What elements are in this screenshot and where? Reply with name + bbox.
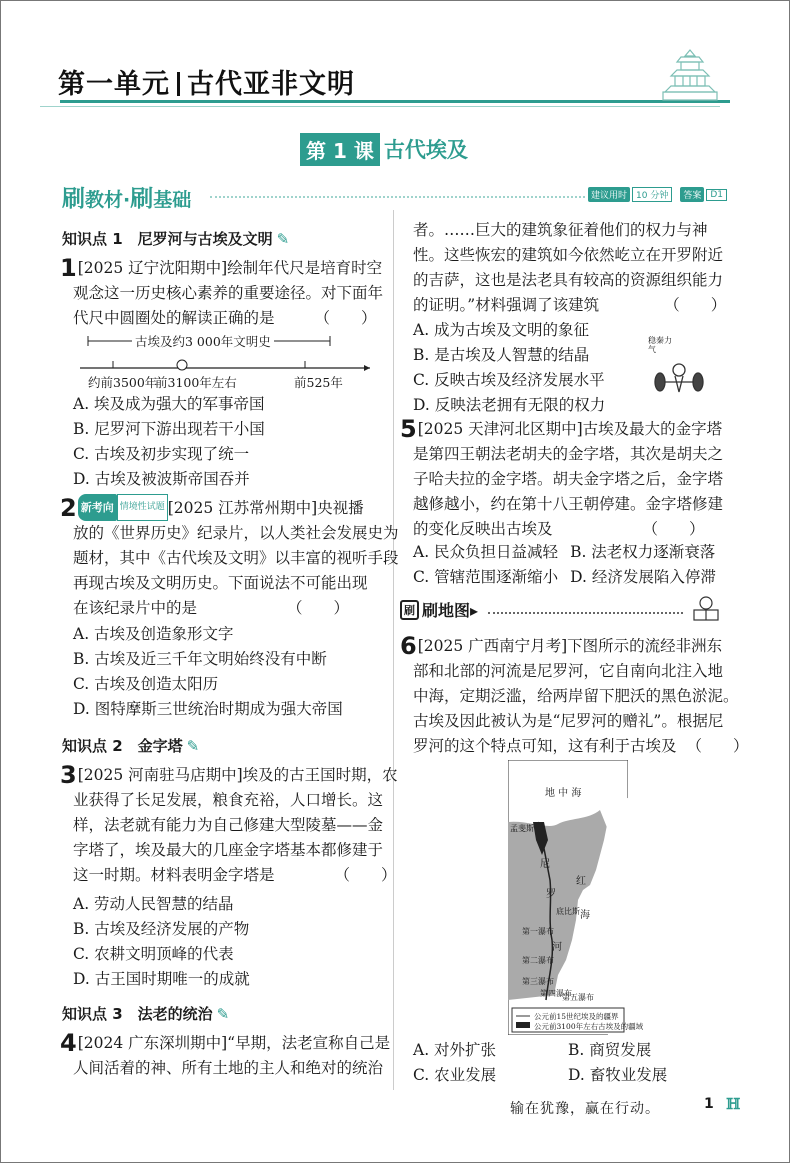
q1-options bbox=[73, 392, 265, 492]
question-number: 3 bbox=[60, 761, 77, 789]
option-b[interactable]: B. 商贸发展 bbox=[568, 1041, 652, 1059]
dotted-divider bbox=[210, 196, 585, 198]
timeline-title: 古埃及约3 000年文明史 bbox=[132, 332, 274, 350]
answer-blank[interactable]: （ ） bbox=[334, 866, 397, 884]
map-label-nile-3: 河 bbox=[552, 942, 562, 953]
option-a[interactable]: A. 古埃及创造象形文字 bbox=[73, 625, 234, 643]
map-legend-1: 公元前15世纪埃及的疆界 bbox=[534, 1012, 619, 1021]
q6-options bbox=[413, 1038, 667, 1088]
map-label-cataract-1: 第一瀑布 bbox=[522, 927, 554, 936]
map-section-icon: 刷 bbox=[400, 600, 419, 620]
option-d[interactable]: D. 反映法老拥有无限的权力 bbox=[413, 396, 606, 414]
footer-motto: 输在犹豫，赢在行动。 bbox=[510, 1101, 660, 1117]
option-c[interactable]: C. 古埃及创造太阳历 bbox=[73, 675, 219, 693]
option-d[interactable]: D. 古王国时期唯一的成就 bbox=[73, 970, 250, 988]
time-badge bbox=[588, 187, 727, 202]
question-5: 5[2025 天津河北区期中]古埃及最大的金字塔 是第四王朝法老胡夫的金字塔，其次是胡夫之 子哈夫拉的金字塔。胡夫金字塔之后，金字塔 越修越小，约在第十八王朝停建。金字塔修建 的变化反映出古埃及 （ ） bbox=[400, 417, 730, 542]
option-d[interactable]: D. 经济发展陷入停滞 bbox=[570, 568, 716, 586]
knowledge-point-3: 知识点 3 法老的统治 ✎ bbox=[62, 1004, 230, 1023]
book-logo-icon: ℍ bbox=[726, 1095, 741, 1113]
answer-label: 答案 bbox=[680, 187, 704, 202]
map-label-cataract-2: 第二瀑布 bbox=[522, 956, 554, 965]
map-label-cataract-5: 第五瀑布 bbox=[562, 993, 594, 1002]
answer-blank[interactable]: （ ） bbox=[686, 737, 749, 755]
question-1: 1[2025 辽宁沈阳期中]绘制年代尺是培育时空 观念这一历史核心素养的重要途径。对下面年 代尺中圆圈处的解读正确的是 （ ） bbox=[60, 256, 390, 331]
title-divider bbox=[177, 72, 180, 96]
answer-blank[interactable]: （ ） bbox=[314, 309, 377, 327]
map-label-cataract-4: 第四瀑布 bbox=[540, 989, 572, 998]
pen-check-icon: ✎ bbox=[186, 736, 200, 755]
option-b[interactable]: B. 法老权力逐渐衰落 bbox=[570, 543, 716, 561]
option-a[interactable]: A. 对外扩张 bbox=[413, 1041, 497, 1059]
option-b[interactable]: B. 古埃及经济发展的产物 bbox=[73, 920, 250, 938]
temple-illustration-icon bbox=[655, 46, 725, 104]
time-label: 建议用时 bbox=[588, 187, 630, 202]
q4-options bbox=[413, 318, 605, 418]
q2-options bbox=[73, 622, 343, 722]
question-6: 6[2025 广西南宁月考]下图所示的流经非洲东 部和北部的河流是尼罗河，它自南向北注入地 中海，定期泛滥，给两岸留下肥沃的黑色淤泥。 古埃及因此被认为是“尼罗河的赠礼”。根据尼 罗河的这个特点可知，这有利于古埃及 （ ） bbox=[400, 634, 730, 759]
answer-blank[interactable]: （ ） bbox=[287, 599, 350, 617]
answer-blank[interactable]: （ ） bbox=[642, 520, 705, 538]
option-c[interactable]: C. 反映古埃及经济发展水平 bbox=[413, 371, 605, 389]
column-divider bbox=[393, 210, 394, 1090]
unit-number: 第一单元 bbox=[58, 69, 170, 100]
option-a[interactable]: A. 劳动人民智慧的结晶 bbox=[73, 895, 234, 913]
question-number: 5 bbox=[400, 415, 417, 443]
option-c[interactable]: C. 管辖范围逐渐缩小 bbox=[413, 568, 559, 586]
pen-check-icon: ✎ bbox=[276, 229, 290, 248]
header-rule-thin bbox=[40, 106, 720, 107]
answer-page: D1 bbox=[706, 189, 727, 201]
question-number: 2 bbox=[60, 494, 77, 522]
timeline-label-start: 约前3500年 bbox=[88, 375, 158, 390]
map-label-red-sea: 海 bbox=[580, 910, 590, 921]
reading-cartoon-icon bbox=[688, 594, 724, 624]
page-number: 1 bbox=[704, 1096, 714, 1112]
question-number: 6 bbox=[400, 632, 417, 660]
map-label-thebes: 底比斯 bbox=[556, 907, 580, 916]
option-c[interactable]: C. 古埃及初步实现了统一 bbox=[73, 445, 250, 463]
option-d[interactable]: D. 畜牧业发展 bbox=[568, 1066, 668, 1084]
map-label-nile-2: 罗 bbox=[546, 889, 556, 900]
question-number: 4 bbox=[60, 1029, 77, 1057]
option-b[interactable]: B. 古埃及近三千年文明始终没有中断 bbox=[73, 650, 327, 668]
question-4: 4[2024 广东深圳期中]“早期，法老宣称自己是 人间活着的神、所有土地的主人和绝对的统治 bbox=[60, 1029, 391, 1077]
question-number: 1 bbox=[60, 254, 77, 282]
weightlifter-caption: 稳秦力气 bbox=[648, 336, 672, 354]
question-3: 3[2025 河南驻马店期中]埃及的古王国时期，农 业获得了长足发展，粮食充裕，人口增长。这 样，法老就有能力为自己修建大型陵墓——金 字塔了，埃及最大的几座金字塔基本都修建于 这一时期。材料表明金字塔是 （ ） bbox=[60, 763, 390, 888]
knowledge-point-1: 知识点 1 尼罗河与古埃及文明 ✎ bbox=[62, 229, 290, 248]
map-legend-2: 公元前3100年左右古埃及的疆域 bbox=[534, 1022, 644, 1031]
lesson-name: 古代埃及 bbox=[383, 138, 468, 162]
option-b[interactable]: B. 尼罗河下游出现若干小国 bbox=[73, 420, 265, 438]
option-c[interactable]: C. 农业发展 bbox=[413, 1066, 497, 1084]
map-label-cataract-3: 第三瀑布 bbox=[522, 977, 554, 986]
map-label-red: 红 bbox=[576, 876, 586, 887]
section-heading: 刷教材·刷基础 bbox=[62, 186, 192, 212]
lesson-title bbox=[300, 134, 468, 164]
option-a[interactable]: A. 成为古埃及文明的象征 bbox=[413, 321, 590, 339]
lesson-number: 第 1 课 bbox=[300, 133, 380, 166]
option-b[interactable]: B. 是古埃及人智慧的结晶 bbox=[413, 346, 590, 364]
answer-blank[interactable]: （ ） bbox=[664, 296, 727, 314]
unit-title bbox=[58, 62, 355, 101]
option-a[interactable]: A. 民众负担日益减轻 bbox=[413, 543, 559, 561]
timeline-label-end: 前525年 bbox=[294, 375, 343, 390]
unit-name: 古代亚非文明 bbox=[187, 69, 355, 100]
map-label-nile-1: 尼 bbox=[540, 859, 550, 870]
header-rule bbox=[60, 100, 730, 103]
new-trend-badge: 新考向 情境性试题 bbox=[78, 494, 168, 521]
map-section-heading: 刷 刷地图▸ bbox=[400, 598, 478, 621]
time-value: 10 分钟 bbox=[632, 187, 672, 202]
map-label-sea: 地 中 海 bbox=[545, 788, 582, 799]
dotted-divider bbox=[488, 612, 683, 614]
map-label-memphis: 孟斐斯 bbox=[510, 824, 534, 833]
knowledge-point-2: 知识点 2 金字塔 ✎ bbox=[62, 736, 200, 755]
pen-check-icon: ✎ bbox=[216, 1004, 230, 1023]
option-d[interactable]: D. 图特摩斯三世统治时期成为强大帝国 bbox=[73, 700, 343, 718]
question-2: 2 新考向 情境性试题 [2025 江苏常州期中]央视播 放的《世界历史》纪录片，以人类社会发展史为 题材，其中《古代埃及文明》以丰富的视听手段 再现古埃及文明历史。下面说法不可能出现 在该纪录片中的是 （ ） bbox=[60, 494, 390, 621]
question-4-continued: 者。……巨大的建筑象征着他们的权力与神 性。这些恢宏的建筑如今依然屹立在开罗附近 的吉萨，这也是法老具有较高的资源组织能力 的证明。”材料强调了该建筑 （ ） bbox=[413, 218, 733, 318]
option-a[interactable]: A. 埃及成为强大的军事帝国 bbox=[73, 395, 265, 413]
option-c[interactable]: C. 农耕文明顶峰的代表 bbox=[73, 945, 234, 963]
timeline-label-circle: 前3100年左右 bbox=[155, 375, 237, 390]
option-d[interactable]: D. 古埃及被波斯帝国吞并 bbox=[73, 470, 250, 488]
q3-options bbox=[73, 892, 250, 992]
q5-options bbox=[413, 540, 716, 590]
